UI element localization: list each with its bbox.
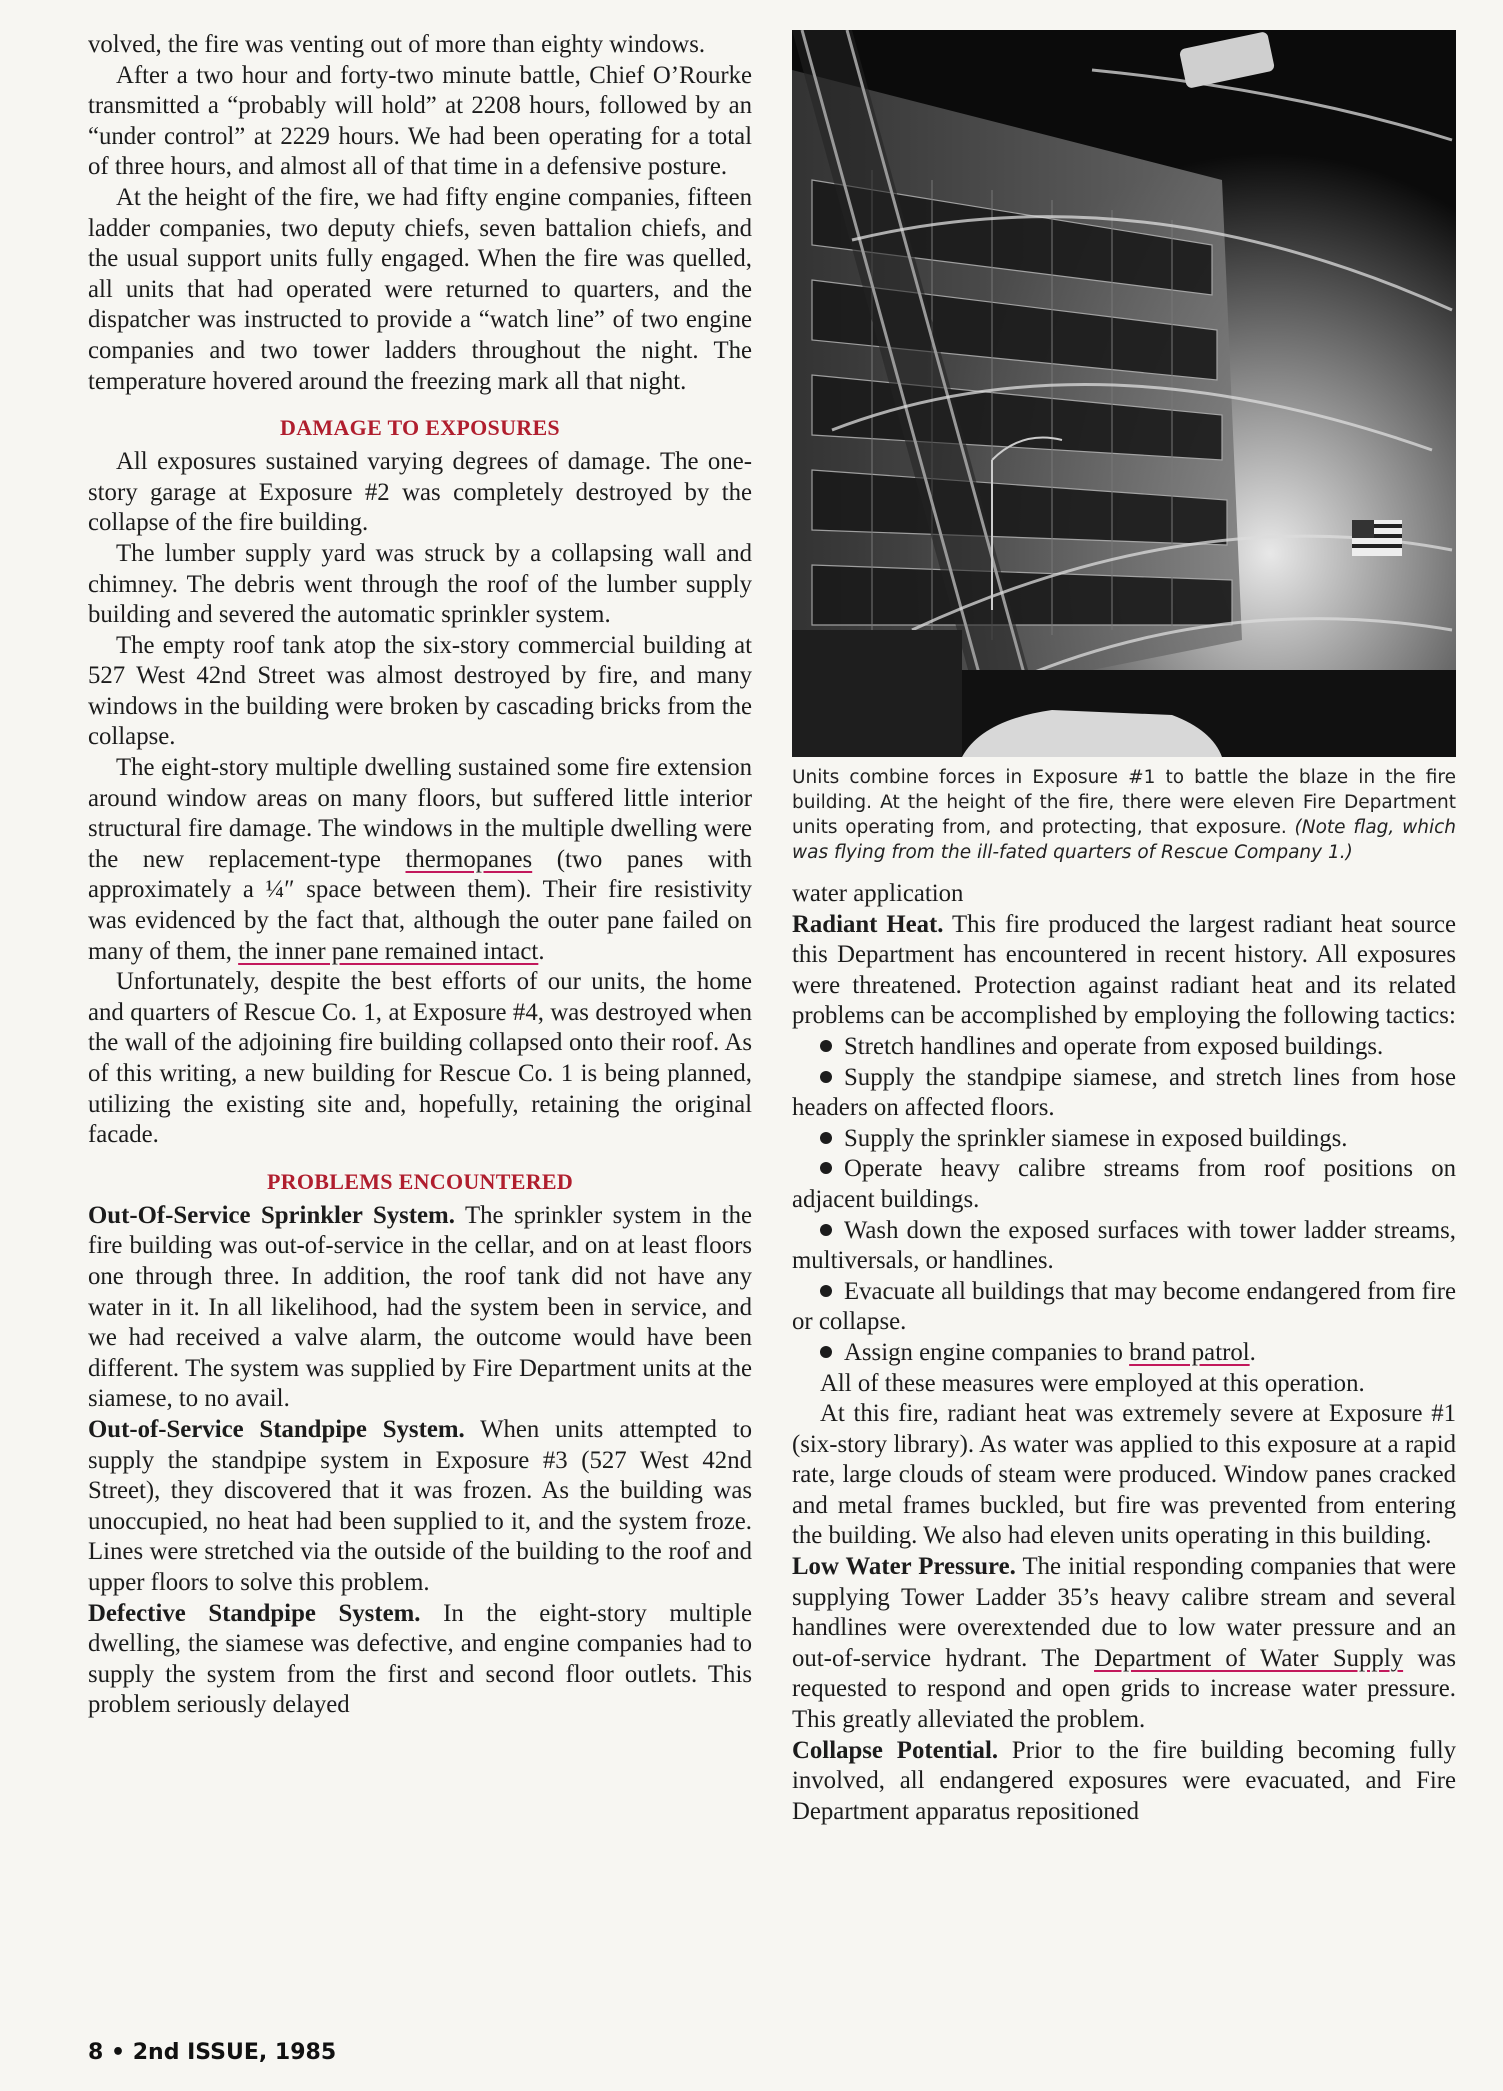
separator-dot: • — [110, 2040, 126, 2065]
underlined-inner-pane: the inner pane remained intact — [238, 937, 539, 965]
right-column — [792, 30, 1456, 1827]
underlined-thermopanes: thermopanes — [405, 845, 533, 873]
paragraph: All exposures sustained varying degrees of damage. The one-story garage at Exposure #2 was completely destroyed by the collapse of the fire building. — [88, 448, 752, 537]
fire-scene-image — [792, 30, 1456, 757]
bullet-icon — [820, 1040, 832, 1052]
bullet-icon — [820, 1346, 832, 1358]
section-heading-damage: DAMAGE TO EXPOSURES — [280, 415, 560, 441]
run-in-heading: Collapse Potential. — [792, 1736, 999, 1764]
run-in-heading: Out-Of-Service Sprinkler System. — [88, 1201, 455, 1229]
paragraph: At this fire, radiant heat was extremely severe at Exposure #1 (six-story library). As water was applied to this exposure at a rapid rate, large clouds of steam were produced. Window panes cracked and metal frames buckled, but fire was prevented from entering the building. We also had eleven units operating in this building. — [792, 1400, 1456, 1550]
paragraph: After a two hour and forty-two minute battle, Chief O’Rourke transmitted a “probably will hold” at 2208 hours, followed by an “under control” at 2229 hours. We had been operating for a total of three hours, and almost all of that time in a defensive posture. — [88, 61, 752, 181]
run-in-heading: Low Water Pressure. — [792, 1553, 1016, 1581]
paragraph: Collapse Potential. Prior to the fire building becoming fully involved, all endangered exposures were evacuated, and Fire Department apparatus repositioned — [792, 1736, 1456, 1825]
paragraph: Defective Standpipe System. In the eight-story multiple dwelling, the siamese was defective, and engine companies had to supply the system from the first and second floor outlets. This problem seriously delayed — [88, 1599, 752, 1719]
paragraph: All of these measures were employed at this operation. — [820, 1369, 1365, 1397]
run-in-heading: Radiant Heat. — [792, 910, 944, 938]
bullet-icon — [820, 1224, 832, 1236]
list-item: Operate heavy calibre streams from roof positions on adjacent buildings. — [792, 1155, 1456, 1213]
list-item: Supply the standpipe siamese, and stretch lines from hose headers on affected floors. — [792, 1063, 1456, 1122]
issue-label: 2nd ISSUE, 1985 — [132, 2040, 337, 2065]
paragraph: Out-Of-Service Sprinkler System. The sprinkler system in the fire building was out-of-service in the cellar, and on at least floors one through three. In addition, the roof tank did not have any water in it. In all likelihood, had the system been in service, and we had received a valve alarm, the outcome would have been different. The system was supplied by Fire Department units at the siamese, to no avail. — [88, 1201, 752, 1413]
paragraph: The empty roof tank atop the six-story commercial building at 527 West 42nd Street was almost destroyed by fire, and many windows in the building were broken by cascading bricks from the collapse. — [88, 631, 752, 751]
bullet-icon — [820, 1132, 832, 1144]
section-heading-problems: PROBLEMS ENCOUNTERED — [266, 1168, 574, 1194]
list-item: Supply the sprinkler siamese in exposed buildings. — [792, 1124, 1456, 1155]
bullet-icon — [820, 1071, 832, 1083]
photo-caption: Units combine forces in Exposure #1 to battle the blaze in the fire building. At the height of the fire, there were eleven Fire Department units operating from, and protecting, that exposure. (Note flag, which was flying from the ill-fated quarters of Rescue Company 1.) — [792, 767, 1456, 863]
paragraph: The lumber supply yard was struck by a collapsing wall and chimney. The debris went through the roof of the lumber supply building and severed the automatic sprinkler system. — [88, 539, 752, 629]
run-in-heading: Defective Standpipe System. — [88, 1599, 421, 1627]
flag — [1352, 520, 1402, 556]
page-footer — [88, 2040, 336, 2065]
list-item: Evacuate all buildings that may become endangered from fire or collapse. — [792, 1277, 1456, 1336]
fire-photo — [792, 30, 1456, 757]
list-item: Wash down the exposed surfaces with tower ladder streams, multiversals, or handlines. — [792, 1216, 1456, 1275]
page-number: 8 — [88, 2040, 104, 2065]
paragraph: The eight-story multiple dwelling sustained some fire extension around window areas on many floors, but suffered little interior structural fire damage. The windows in the multiple dwelling were the new replacement-type thermopanes (two panes with approximately a ¼″ space between them). Their fire resistivity was evidenced by the fact that, although the outer pane failed on many of them, the inner pane remained intact. — [88, 754, 752, 965]
bullet-icon — [820, 1285, 832, 1297]
paragraph: volved, the fire was venting out of more than eighty windows. — [88, 31, 706, 58]
underlined-water-supply: Department of Water Supply — [1094, 1644, 1404, 1672]
paragraph: Low Water Pressure. The initial responding companies that were supplying Tower Ladder 35’s heavy calibre stream and several handlines were overextended due to low water pressure and an out-of-service hydrant. The Department of Water Supply was requested to respond and open grids to increase water pressure. This greatly alleviated the problem. — [792, 1553, 1456, 1734]
paragraph: water application — [792, 880, 964, 907]
list-item: Assign engine companies to brand patrol. — [792, 1338, 1456, 1369]
list-item: Stretch handlines and operate from exposed buildings. — [792, 1032, 1456, 1063]
paragraph: At the height of the fire, we had fifty engine companies, fifteen ladder companies, two deputy chiefs, seven battalion chiefs, and the usual support units fully engaged. When the fire was quelled, all units that had operated were returned to quarters, and the dispatcher was instructed to provide a “watch line” of two engine companies and two tower ladders throughout the night. The temperature hovered around the freezing mark all that night. — [88, 183, 752, 395]
paragraph: Radiant Heat. This fire produced the largest radiant heat source this Department has encountered in recent history. All exposures were threatened. Protection against radiant heat and its related problems can be accomplished by employing the following tactics: — [792, 910, 1456, 1030]
bullet-icon — [820, 1162, 832, 1174]
underlined-brand-patrol: brand patrol — [1129, 1338, 1250, 1366]
paragraph: Out-of-Service Standpipe System. When units attempted to supply the standpipe system in Exposure #3 (527 West 42nd Street), they discovered that it was frozen. As the building was unoccupied, no heat had been supplied to it, and the system froze. Lines were stretched via the outside of the building to the roof and upper floors to solve this problem. — [88, 1415, 752, 1596]
left-column — [88, 30, 752, 1721]
paragraph: Unfortunately, despite the best efforts of our units, the home and quarters of Rescue Co. 1, at Exposure #4, was destroyed when the wall of the adjoining fire building collapsed onto their roof. As of this writing, a new building for Rescue Co. 1 is being planned, utilizing the existing site and, hopefully, retaining the original facade. — [88, 968, 752, 1149]
run-in-heading: Out-of-Service Standpipe System. — [88, 1415, 465, 1443]
